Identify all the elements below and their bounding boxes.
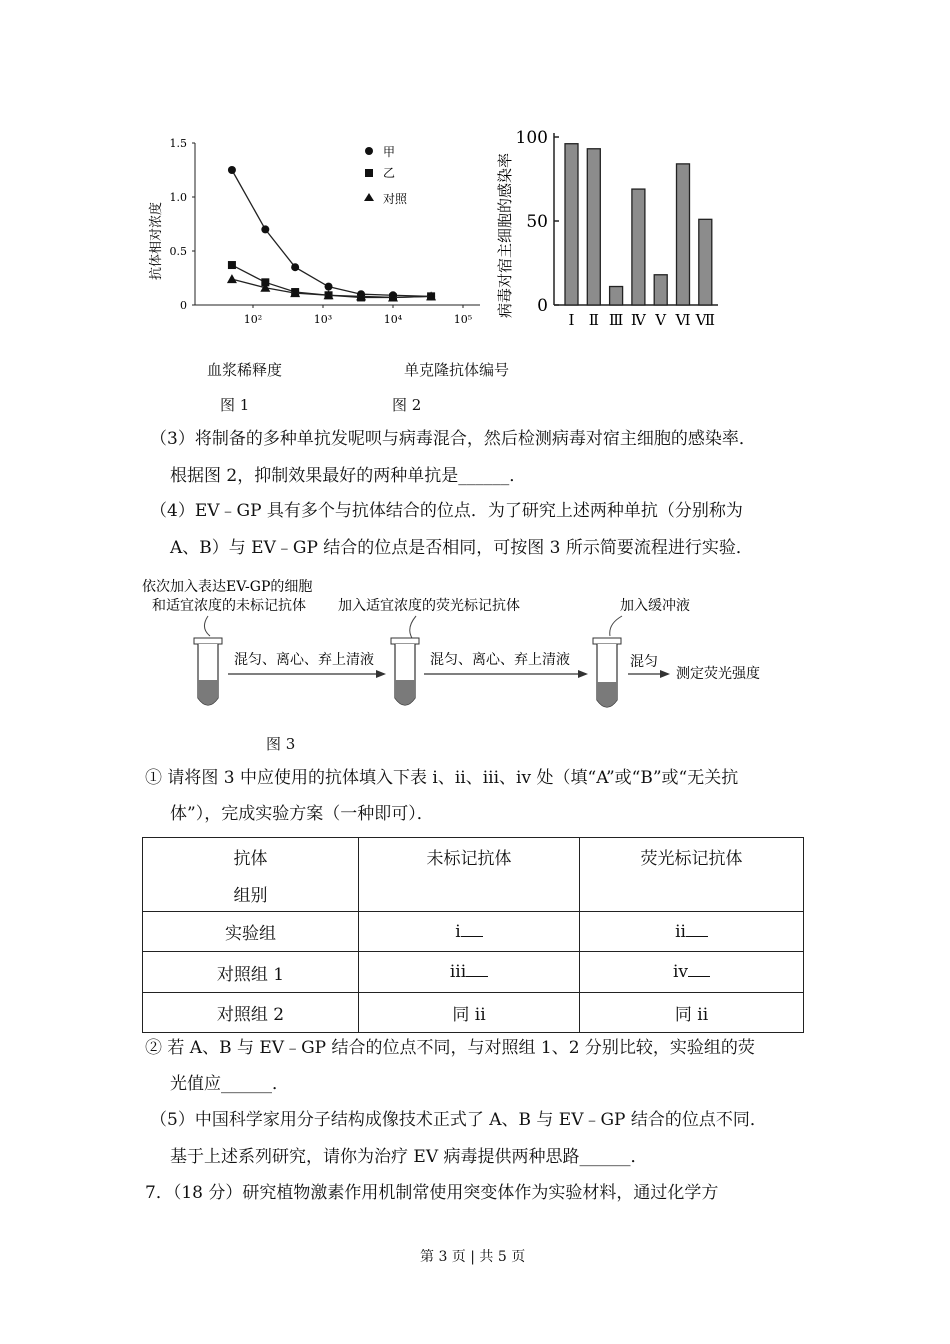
fig1-caption: 图 1 [220, 396, 250, 414]
fig2-x-tick-label: Ⅴ [655, 311, 667, 329]
arrow-step1-head [376, 670, 386, 678]
fig1-point-square [228, 261, 236, 269]
fig1-point-circle [228, 166, 236, 174]
fig2-y-tick-label: 50 [526, 212, 548, 232]
fig3-label-add1-line2: 和适宜浓度的未标记抗体 [152, 598, 306, 614]
q4-1-line2: 体”），完成实验方案（一种即可）． [170, 804, 434, 824]
q3-line1: （3）将制备的多种单抗发呢呗与病毒混合，然后检测病毒对宿主细胞的感染率． [150, 429, 756, 449]
fig1-point-circle [261, 225, 269, 233]
table-row [143, 993, 804, 1033]
fig1-legend [364, 145, 408, 206]
fig3-step2: 混匀、离心、弃上清液 [430, 652, 570, 668]
row-group: 对照组 1 [143, 952, 359, 993]
row-unlabeled: iii [359, 952, 580, 993]
fig3-label-add1-line1: 依次加入表达EV-GP的细胞 [142, 579, 313, 595]
row-labeled: iv [580, 952, 804, 993]
fig1-x-tick-label: 10⁴ [383, 313, 403, 326]
fig1-y-tick-label: 1.0 [169, 191, 187, 204]
table-row [143, 952, 804, 993]
fig2-bar [677, 164, 690, 305]
fig1-x-title: 血浆稀释度 [207, 361, 283, 379]
fig2-y-tick-label: 100 [515, 128, 548, 148]
fig3-label-add2: 加入适宜浓度的荧光标记抗体 [338, 598, 520, 614]
fig3-label-add3: 加入缓冲液 [620, 598, 690, 614]
fig2-x-tick-label: Ⅶ [695, 311, 715, 329]
page-footer: 第 3 页 | 共 5 页 [420, 1249, 526, 1265]
arrow-step2-head [578, 670, 588, 678]
fig2-bar [654, 275, 667, 305]
fig1-y-label: 抗体相对浓度 [149, 201, 164, 280]
fig2-bar [632, 189, 645, 305]
fig2-bar [565, 144, 578, 305]
arrow-step3-head [660, 670, 670, 678]
fig3-caption: 图 3 [266, 735, 296, 753]
q4-2-line1: ② 若 A、B 与 EV﹣GP 结合的位点不同，与对照组 1、2 分别比较，实验组的荧 [145, 1038, 755, 1058]
fig3-result: 测定荧光强度 [676, 666, 760, 682]
figure-3-flow-diagram [140, 572, 800, 722]
pointer-curve-2 [410, 616, 416, 638]
pointer-curve-3 [610, 616, 622, 636]
fig2-x-tick-label: Ⅰ [568, 311, 575, 329]
row-labeled: 同 ii [580, 993, 804, 1033]
fig1-x-tick-label: 10³ [313, 313, 333, 326]
fig3-step3: 混匀 [630, 654, 658, 670]
table-row [143, 912, 804, 952]
table-header-row [143, 838, 804, 912]
fig2-bar [610, 287, 623, 305]
row-unlabeled: i [359, 912, 580, 952]
fig2-y-label: 病毒对宿主细胞的感染率 [496, 152, 514, 318]
figure-1-line-chart [140, 125, 490, 335]
fig1-series-line-circle [232, 170, 431, 296]
test-tube-2 [391, 638, 419, 705]
fig2-y-tick-label: 0 [537, 296, 548, 316]
q4-1-line1: ① 请将图 3 中应使用的抗体填入下表 i、ii、iii、iv 处（填“A”或“B”或“无关抗 [145, 768, 739, 788]
q5-line1: （5）中国科学家用分子结构成像技术正式了 A、B 与 EV﹣GP 结合的位点不同． [150, 1110, 767, 1130]
legend-marker-circle [365, 147, 373, 155]
q5-line2: 基于上述系列研究，请你为治疗 EV 病毒提供两种思路______． [170, 1147, 648, 1167]
row-group: 对照组 2 [143, 993, 359, 1033]
header-group-label: 组别 [233, 886, 268, 906]
pointer-curve-1 [204, 616, 210, 636]
fig2-bar [587, 149, 600, 305]
fig3-step1: 混匀、离心、弃上清液 [234, 652, 374, 668]
fig2-bar [699, 219, 712, 305]
test-tube-3 [593, 638, 621, 707]
fig2-x-tick-label: Ⅱ [588, 311, 599, 329]
experiment-table [142, 837, 804, 1033]
fig1-y-tick-label: 0 [180, 299, 187, 312]
fig1-x-tick-label: 10² [243, 313, 263, 326]
fig1-point-circle [291, 263, 299, 271]
q7-line1: 7．（18 分）研究植物激素作用机制常使用突变体作为实验材料，通过化学方 [145, 1183, 719, 1203]
fig2-x-tick-label: Ⅲ [608, 311, 624, 329]
fig1-y-tick-label: 0.5 [169, 245, 187, 258]
fig1-x-tick-label: 10⁵ [453, 313, 473, 326]
q3-line2: 根据图 2，抑制效果最好的两种单抗是______． [170, 466, 527, 486]
fig2-x-title: 单克隆抗体编号 [404, 361, 510, 379]
q4-line2: A、B）与 EV﹣GP 结合的位点是否相同，可按图 3 所示简要流程进行实验． [170, 538, 753, 558]
fig2-caption: 图 2 [392, 396, 422, 414]
q4-line1: （4）EV﹣GP 具有多个与抗体结合的位点．为了研究上述两种单抗（分别称为 [150, 501, 743, 521]
test-tube-1 [194, 638, 222, 705]
legend-label-yi: 乙 [383, 166, 396, 180]
row-labeled: ii [580, 912, 804, 952]
header-labeled: 荧光标记抗体 [580, 838, 804, 912]
fig1-point-circle [325, 283, 333, 291]
legend-marker-triangle [364, 193, 374, 201]
row-unlabeled: 同 ii [359, 993, 580, 1033]
header-antibody-label: 抗体 [233, 849, 268, 869]
figure-2-bar-chart [492, 125, 742, 335]
fig1-y-tick-label: 1.5 [169, 137, 187, 150]
q4-2-line2: 光值应______． [170, 1074, 289, 1094]
legend-marker-square [365, 169, 373, 177]
fig1-point-triangle [227, 274, 237, 283]
legend-label-control: 对照 [383, 192, 408, 206]
legend-label-jia: 甲 [383, 145, 396, 159]
fig2-x-tick-label: Ⅳ [630, 311, 646, 329]
header-group-cell [143, 838, 359, 912]
row-group: 实验组 [143, 912, 359, 952]
header-unlabeled: 未标记抗体 [359, 838, 580, 912]
fig2-x-tick-label: Ⅵ [675, 311, 691, 329]
